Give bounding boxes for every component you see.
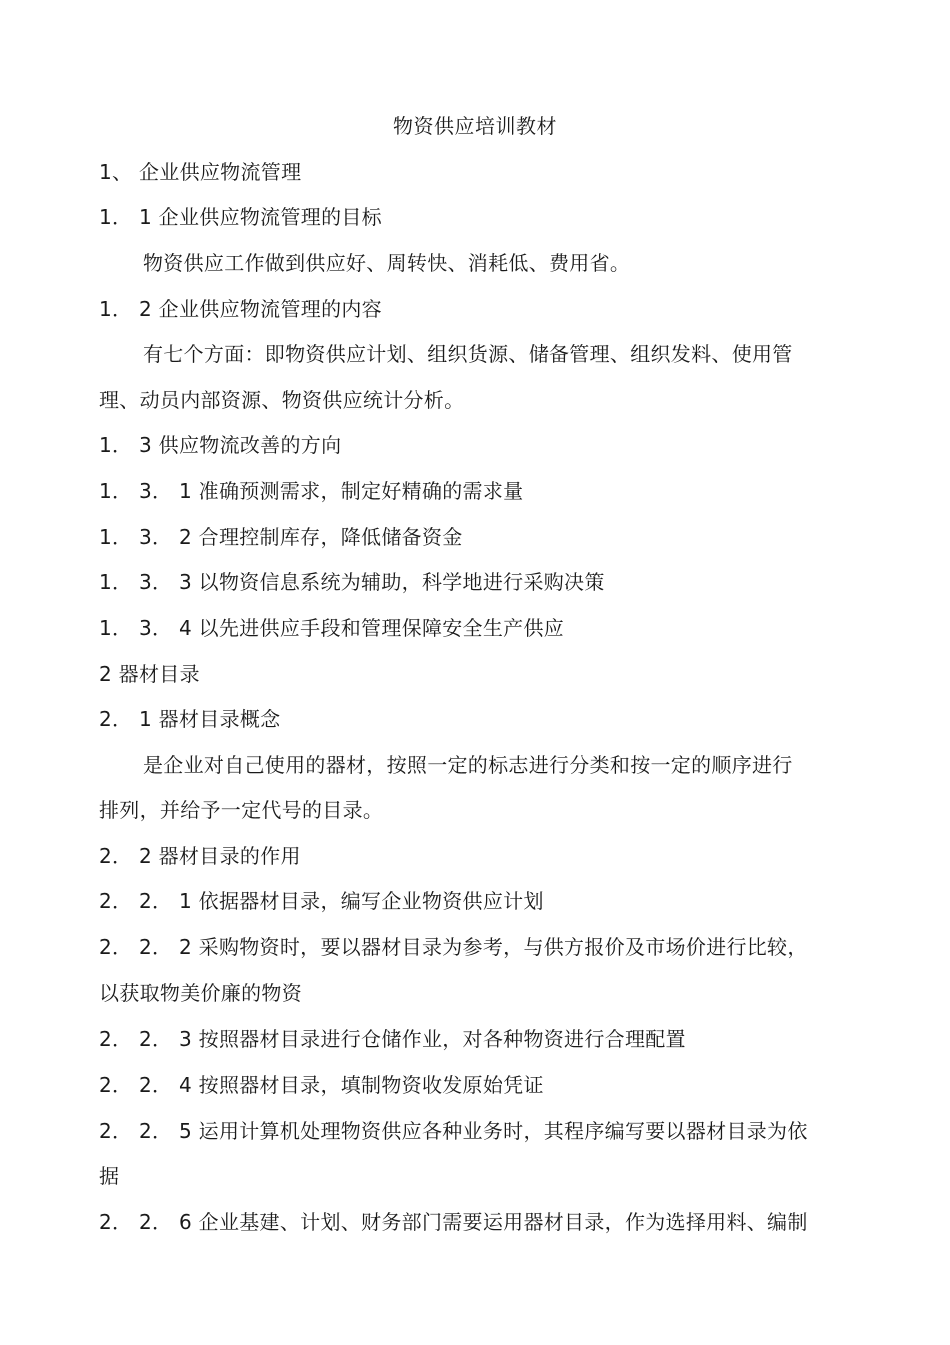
heading-2: 2 器材目录 — [99, 662, 200, 686]
heading-2-2-2-line-2: 以获取物美价廉的物资 — [99, 981, 302, 1005]
heading-1-3: 1． 3 供应物流改善的方向 — [99, 433, 342, 457]
paragraph-1-2-line-1: 有七个方面：即物资供应计划、组织货源、储备管理、组织发料、使用管 — [143, 342, 793, 366]
heading-2-2: 2． 2 器材目录的作用 — [99, 844, 301, 868]
heading-1-2: 1． 2 企业供应物流管理的内容 — [99, 297, 382, 321]
heading-2-2-4: 2． 2． 4 按照器材目录，填制物资收发原始凭证 — [99, 1073, 544, 1097]
heading-2-2-5-line-1: 2． 2． 5 运用计算机处理物资供应各种业务时，其程序编写要以器材目录为依 — [99, 1119, 808, 1143]
paragraph-2-1-line-1: 是企业对自己使用的器材，按照一定的标志进行分类和按一定的顺序进行 — [143, 753, 793, 777]
document-title: 物资供应培训教材 — [393, 114, 557, 138]
heading-2-2-3: 2． 2． 3 按照器材目录进行仓储作业，对各种物资进行合理配置 — [99, 1027, 686, 1051]
heading-2-2-5-line-2: 据 — [99, 1164, 120, 1188]
heading-2-1: 2． 1 器材目录概念 — [99, 707, 281, 731]
heading-1-1: 1． 1 企业供应物流管理的目标 — [99, 205, 382, 229]
paragraph-1-1: 物资供应工作做到供应好、周转快、消耗低、费用省。 — [143, 251, 631, 275]
heading-2-2-2-line-1: 2． 2． 2 采购物资时，要以器材目录为参考，与供方报价及市场价进行比较， — [99, 935, 808, 959]
paragraph-1-2-line-2: 理、动员内部资源、物资供应统计分析。 — [99, 388, 465, 412]
heading-1-3-2: 1． 3． 2 合理控制库存，降低储备资金 — [99, 525, 463, 549]
heading-1-3-3: 1． 3． 3 以物资信息系统为辅助，科学地进行采购决策 — [99, 570, 605, 594]
paragraph-2-1-line-2: 排列，并给予一定代号的目录。 — [99, 798, 384, 822]
heading-1-3-4: 1． 3． 4 以先进供应手段和管理保障安全生产供应 — [99, 616, 565, 640]
heading-1: 1、 企业供应物流管理 — [99, 160, 302, 184]
heading-2-2-1: 2． 2． 1 依据器材目录，编写企业物资供应计划 — [99, 889, 544, 913]
heading-1-3-1: 1． 3． 1 准确预测需求，制定好精确的需求量 — [99, 479, 524, 503]
heading-2-2-6: 2． 2． 6 企业基建、计划、财务部门需要运用器材目录，作为选择用料、编制 — [99, 1210, 808, 1234]
